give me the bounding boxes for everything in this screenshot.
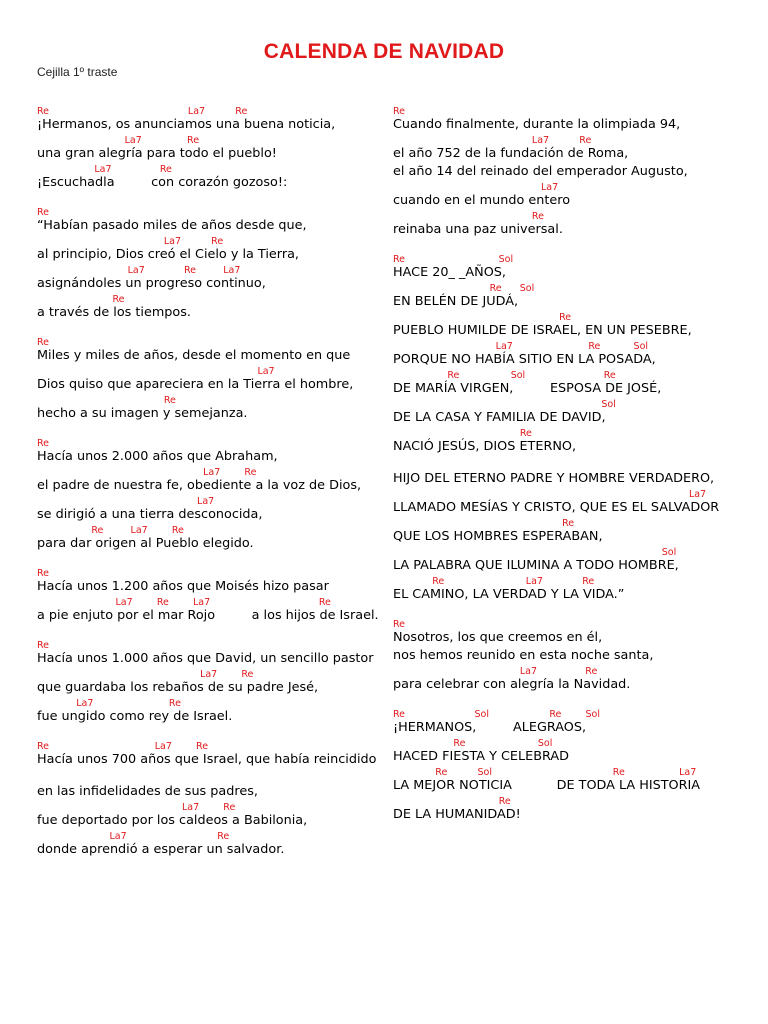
chord-line: Re — [393, 518, 575, 529]
chord-line: La7 Re — [393, 666, 598, 677]
lyric-line: que guardaba los rebaños de su padre Jesé, — [37, 680, 319, 695]
chord-line: La7 Re — [37, 698, 181, 709]
chord-line: La7 — [37, 496, 215, 507]
lyric-line: el año 752 de la fundación de Roma, — [393, 146, 629, 161]
lyric-line: a través de los tiempos. — [37, 305, 191, 320]
lyric-line: PUEBLO HUMILDE DE ISRAEL, EN UN PESEBRE, — [393, 323, 692, 338]
chord-line: La7 — [37, 366, 275, 377]
lyric-line: Hacía unos 1.000 años que David, un sencillo pastor — [37, 651, 374, 666]
lyric-line: en las infidelidades de sus padres, — [37, 784, 258, 799]
chord-line: La7 — [393, 182, 559, 193]
lyric-line: Hacía unos 1.200 años que Moisés hizo pasar — [37, 579, 329, 594]
chord-line: La7 Re — [37, 236, 224, 247]
lyric-line: QUE LOS HOMBRES ESPERABAN, — [393, 529, 603, 544]
chord-line: Re La7 Re — [37, 525, 184, 536]
lyric-line: Nosotros, los que creemos en él, — [393, 630, 603, 645]
lyric-line: NACIÓ JESÚS, DIOS ETERNO, — [393, 439, 577, 454]
chord-line: Re La7 Re — [393, 576, 595, 587]
chord-line: Re — [37, 337, 50, 348]
chord-line: La7 Re Sol — [393, 341, 649, 352]
chord-line: La7 Re La7 Re — [37, 597, 331, 608]
lyric-line: a pie enjuto por el mar Rojo a los hijos de Israel. — [37, 608, 379, 623]
lyric-line: donde aprendió a esperar un salvador. — [37, 842, 285, 857]
chord-line: Re Sol Re Sol — [393, 709, 601, 720]
lyric-line: ¡HERMANOS, ALEGRAOS, — [393, 720, 587, 735]
chord-line: Re Sol — [393, 283, 535, 294]
chord-line: La7 — [393, 489, 707, 500]
chord-line: Re Sol Re La7 — [393, 767, 697, 778]
lyric-line: HACE 20_ _AÑOS, — [393, 265, 506, 280]
chord-line: Re Sol — [393, 738, 553, 749]
lyric-line: LA MEJOR NOTICIA DE TODA LA HISTORIA — [393, 778, 701, 793]
lyric-line: LLAMADO MESÍAS Y CRISTO, QUE ES EL SALVADOR — [393, 500, 720, 515]
lyric-line: PORQUE NO HABÍA SITIO EN LA POSADA, — [393, 352, 656, 367]
lyric-line: “Habían pasado miles de años desde que, — [37, 218, 307, 233]
chord-line: La7 Re — [37, 164, 172, 175]
lyric-line: Cuando finalmente, durante la olimpiada 94, — [393, 117, 681, 132]
lyric-line: ¡Hermanos, os anunciamos una buena noticia, — [37, 117, 336, 132]
lyric-line: reinaba una paz universal. — [393, 222, 563, 237]
lyric-line: DE LA HUMANIDAD! — [393, 807, 521, 822]
lyric-line: ¡Escuchadla con corazón gozoso!: — [37, 175, 288, 190]
chord-line: Re — [393, 312, 572, 323]
lyric-line: el año 14 del reinado del emperador Augusto, — [393, 164, 688, 179]
lyric-line: se dirigió a una tierra desconocida, — [37, 507, 263, 522]
chord-line: Re Sol Re — [393, 370, 616, 381]
chord-line: Re — [393, 106, 406, 117]
song-title: CALENDA DE NAVIDAD — [263, 40, 505, 63]
lyric-line: al principio, Dios creó el Cielo y la Tierra, — [37, 247, 299, 262]
chord-line: La7 Re — [37, 802, 236, 813]
lyric-line: LA PALABRA QUE ILUMINA A TODO HOMBRE, — [393, 558, 679, 573]
lyric-line: para celebrar con alegría la Navidad. — [393, 677, 631, 692]
capo-note: Cejilla 1º traste — [37, 65, 118, 79]
chord-line: Sol — [393, 547, 677, 558]
lyric-line: EL CAMINO, LA VERDAD Y LA VIDA.” — [393, 587, 625, 602]
chord-line: Sol — [393, 399, 616, 410]
chord-line: Re — [37, 640, 50, 651]
lyric-line: asignándoles un progreso continuo, — [37, 276, 266, 291]
lyric-line: cuando en el mundo entero — [393, 193, 571, 208]
chord-line: La7 Re — [393, 135, 592, 146]
lyric-line: Miles y miles de años, desde el momento en que — [37, 348, 351, 363]
lyric-line: HACED FIESTA Y CELEBRAD — [393, 749, 569, 764]
chord-line: La7 Re La7 — [37, 265, 241, 276]
chord-line: Re — [393, 619, 406, 630]
lyric-line: DE LA CASA Y FAMILIA DE DAVID, — [393, 410, 606, 425]
chord-line: Re — [393, 796, 511, 807]
lyric-line: para dar origen al Pueblo elegido. — [37, 536, 254, 551]
lyric-line: Hacía unos 2.000 años que Abraham, — [37, 449, 278, 464]
chord-line: Re — [37, 568, 50, 579]
lyric-line: el padre de nuestra fe, obediente a la voz de Dios, — [37, 478, 362, 493]
lyric-line: fue ungido como rey de Israel. — [37, 709, 233, 724]
chord-line: Re La7 Re — [37, 106, 248, 117]
lyric-line: Dios quiso que apareciera en la Tierra el hombre, — [37, 377, 354, 392]
chord-line: Re — [37, 294, 125, 305]
right-column — [393, 0, 753, 1024]
chord-line: Re — [37, 395, 176, 406]
left-column — [37, 0, 379, 1024]
chord-line: Re — [37, 207, 50, 218]
lyric-line: hecho a su imagen y semejanza. — [37, 406, 248, 421]
chord-line: Re — [37, 438, 50, 449]
lyric-line: HIJO DEL ETERNO PADRE Y HOMBRE VERDADERO, — [393, 471, 715, 486]
chord-line: Re La7 Re — [37, 741, 209, 752]
lyric-line: nos hemos reunido en esta noche santa, — [393, 648, 654, 663]
lyric-line: fue deportado por los caldeos a Babilonia, — [37, 813, 308, 828]
chord-line: La7 Re — [37, 135, 200, 146]
chord-line: La7 Re — [37, 467, 257, 478]
lyric-line: EN BELÉN DE JUDÁ, — [393, 294, 519, 309]
chord-line: Re — [393, 211, 544, 222]
chord-line: La7 Re — [37, 669, 254, 680]
chord-line: La7 Re — [37, 831, 230, 842]
chord-line: Re Sol — [393, 254, 514, 265]
lyric-line: Hacía unos 700 años que Israel, que había reincidido — [37, 752, 377, 767]
lyric-line: DE MARÍA VIRGEN, ESPOSA DE JOSÉ, — [393, 381, 662, 396]
lyric-line: una gran alegría para todo el pueblo! — [37, 146, 277, 161]
chord-line: Re — [393, 428, 532, 439]
